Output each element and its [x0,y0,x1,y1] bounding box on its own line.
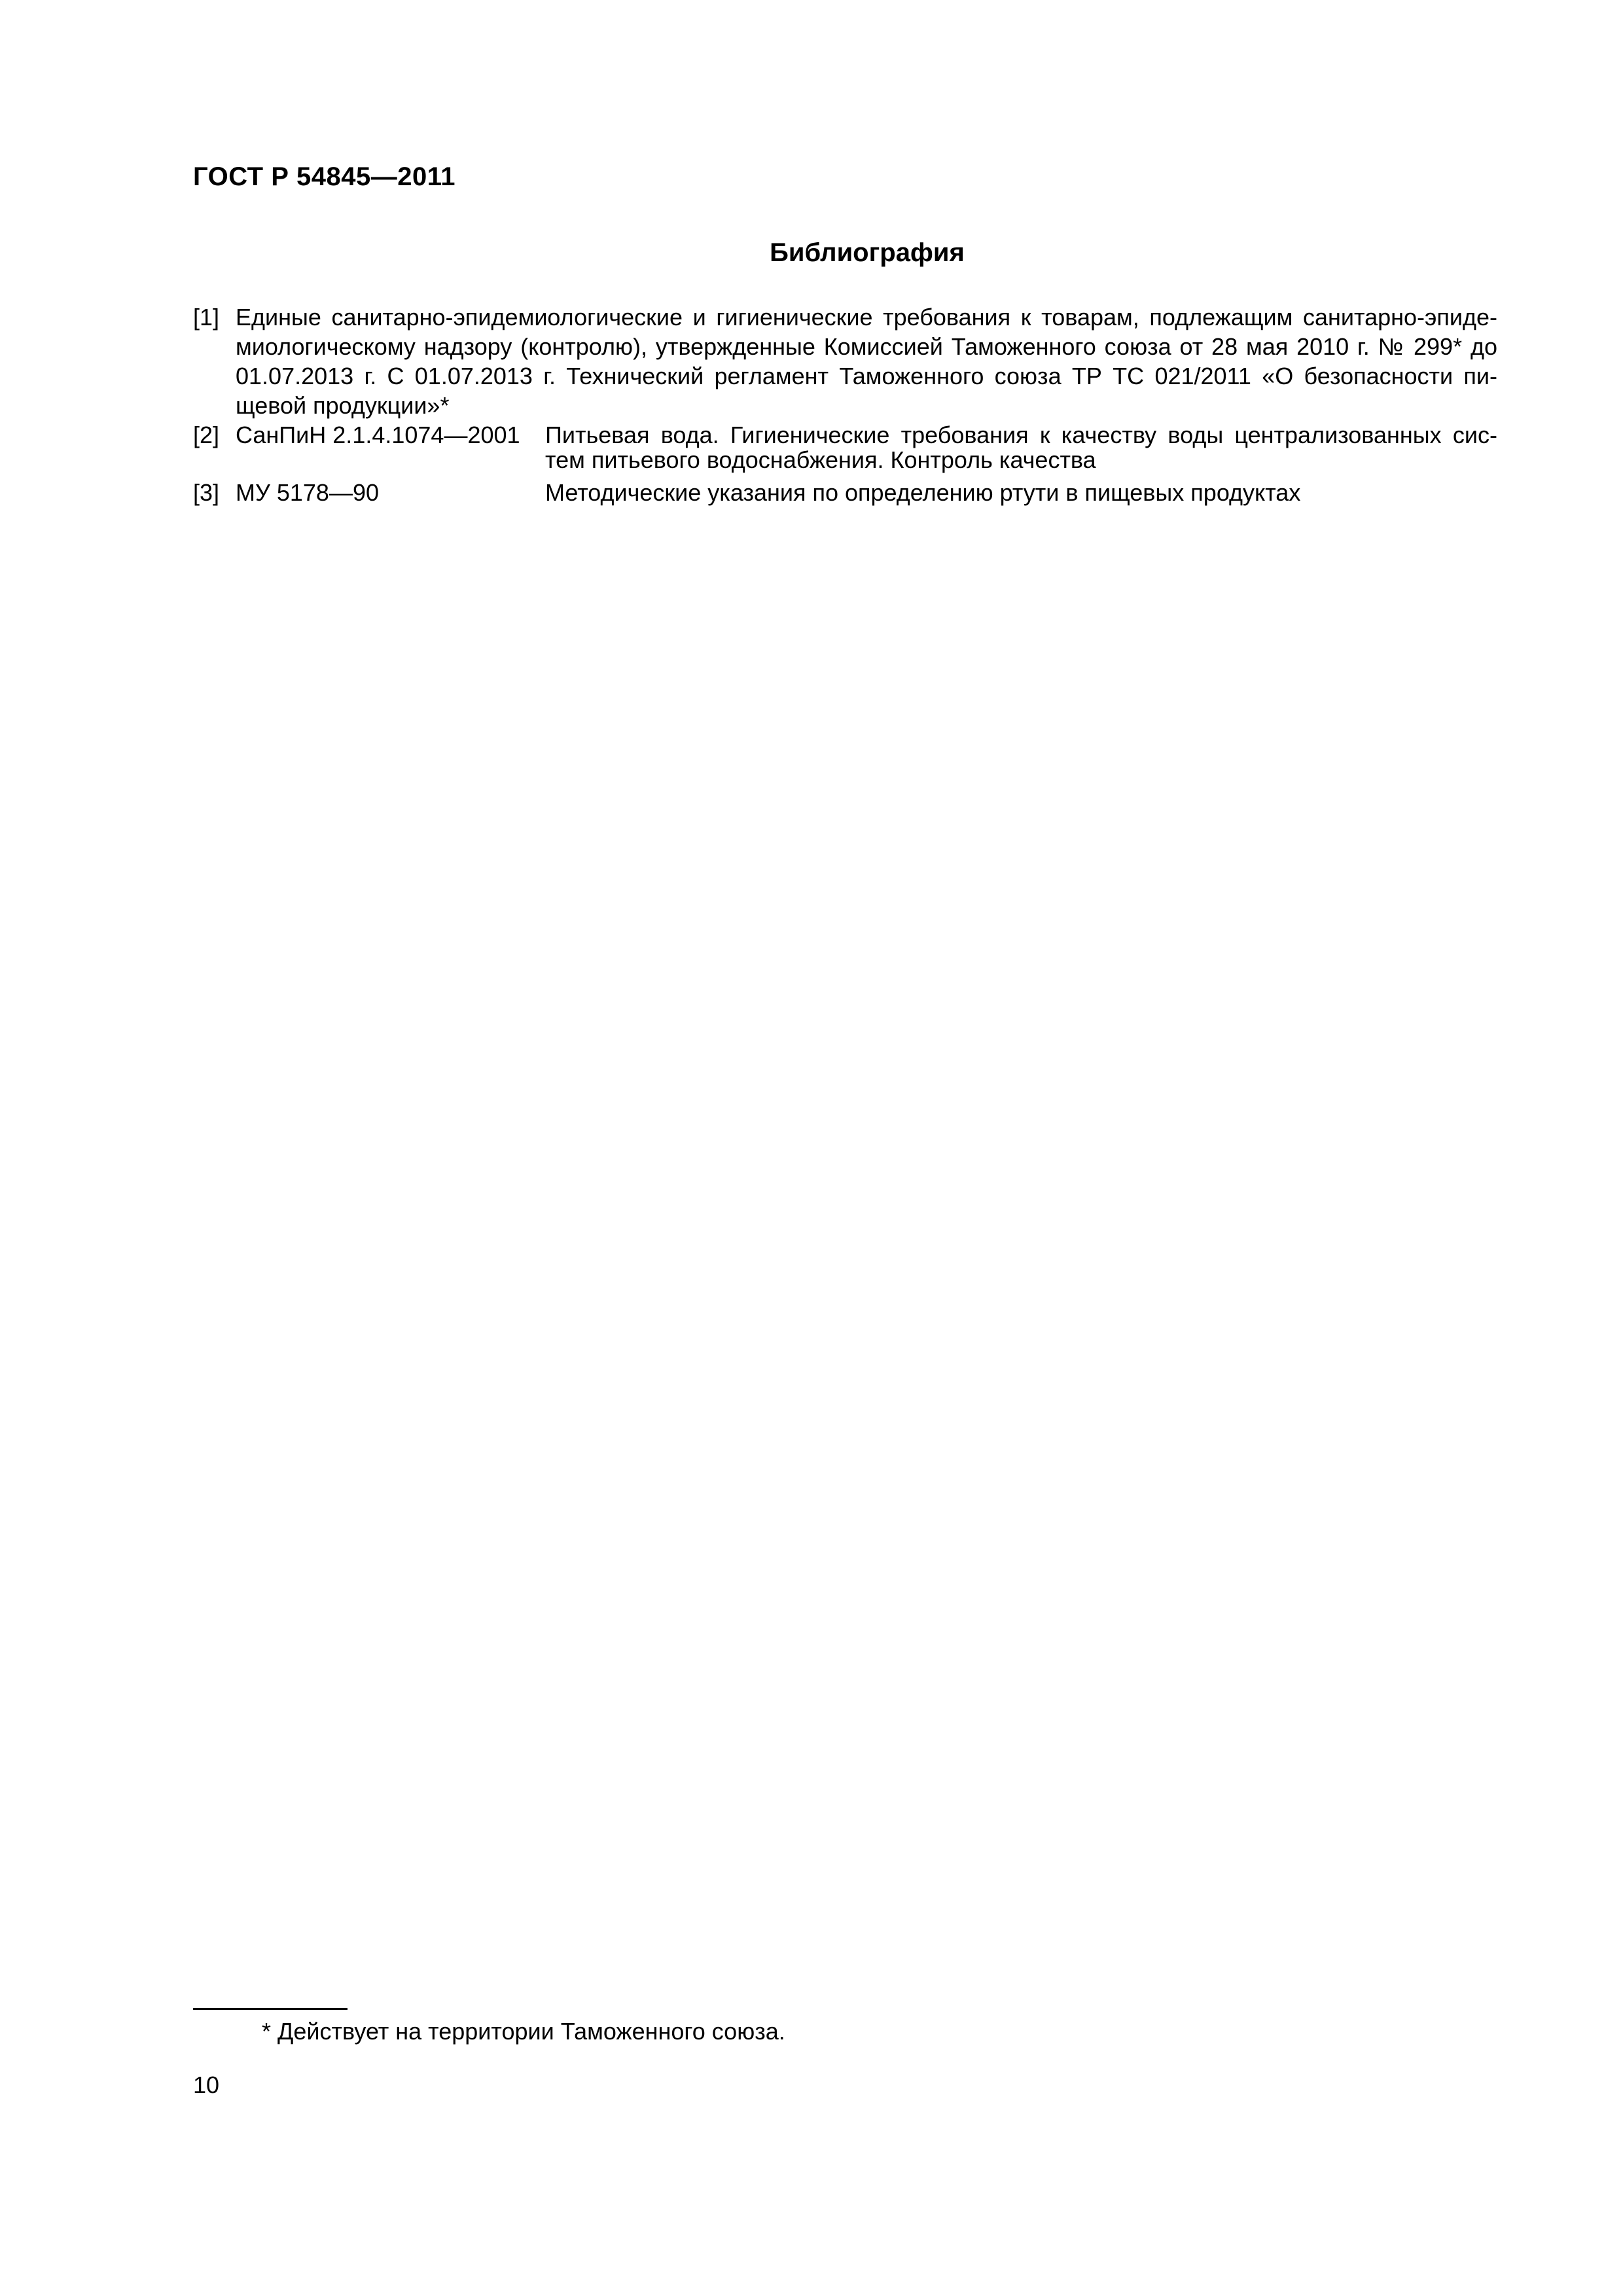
entry-title [545,480,1497,505]
entry-title [545,423,1497,473]
section-title: Библиография [770,238,965,267]
entry-text-line: 01.07.2013 г. С 01.07.2013 г. Технический регламент Таможенного союза ТР ТС 021/2011 «О безопасности пи- [236,363,1497,389]
entry-number: [2] [193,422,220,448]
entry-title-line: тем питьевого водоснабжения. Контроль качества [545,446,1096,473]
footnote: * Действует на территории Таможенного союза. [262,2018,785,2045]
entry-title-line: Методические указания по определению ртути в пищевых продуктах [545,479,1301,506]
entry-code: МУ 5178—90 [236,479,379,506]
footnote-divider [193,2008,348,2010]
page-number: 10 [193,2072,220,2098]
entry-number: [1] [193,304,220,331]
entry-text-line: Единые санитарно-эпидемиологические и гигиенические требования к товарам, подлежащим санитарно-эпиде- [236,304,1497,331]
entry-text [236,302,1497,420]
entry-text-line: миологическому надзору (контролю), утвержденные Комиссией Таможенного союза от 28 мая 2010 г. № 299* до [236,333,1497,360]
entry-text-line: щевой продукции»* [236,392,450,419]
entry-code: СанПиН 2.1.4.1074—2001 [236,422,520,448]
entry-title-line: Питьевая вода. Гигиенические требования к качеству воды централизованных сис- [545,422,1497,448]
entry-number: [3] [193,479,220,506]
document-header: ГОСТ Р 54845—2011 [193,162,455,191]
